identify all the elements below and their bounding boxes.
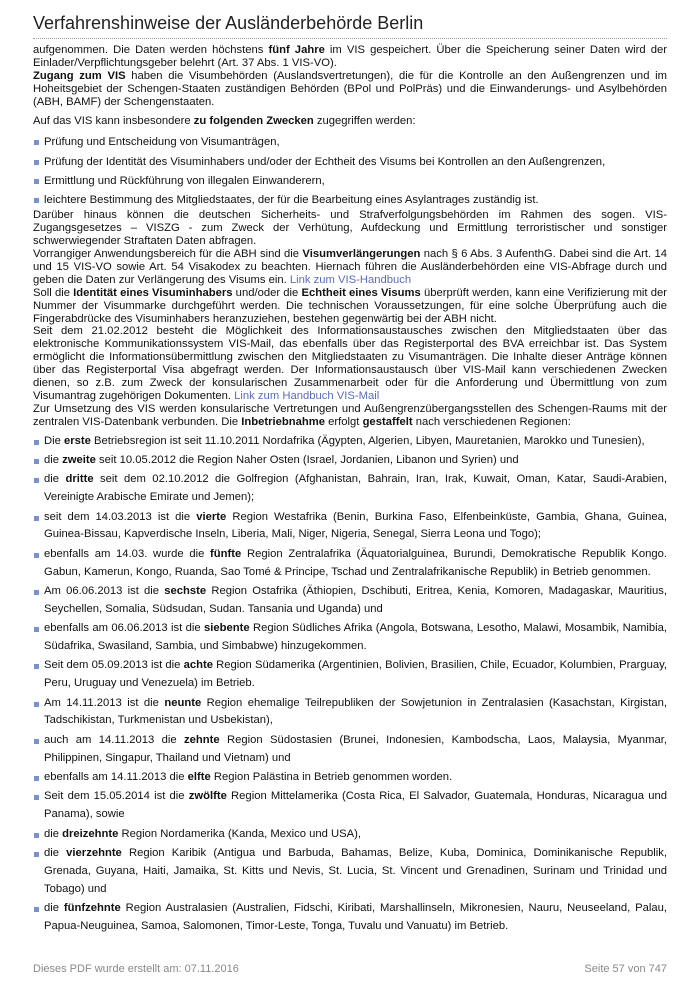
bullet-square-icon xyxy=(34,664,39,669)
bullet-square-icon xyxy=(34,907,39,912)
bullet-square-icon xyxy=(34,516,39,521)
list-item: Seit dem 05.09.2013 ist die achte Region Südamerika (Argentinien, Bolivien, Brasilien, Chile, Ecuador, Kolumbien, Prarguay, Peru, Uruguay und Venezuela) im Betrieb. xyxy=(33,657,667,693)
footer-page-number: Seite 57 von 747 xyxy=(584,963,667,975)
paragraph-visa-extension: Vorrangiger Anwendungsbereich für die ABH sind die Visumverlängerungen nach § 6 Abs. 3 AufenthG. Dabei sind die Art. 14 und 15 VIS-VO sowie Art. 54 Visakodex zu beachten. Hiernach führen die Ausländerbehörden eine VIS-Abfrage durch und geben die Daten zur Verlängerung des Visums ein. Link zum VIS-Handbuch xyxy=(33,247,667,286)
list-item: ebenfalls am 14.03. wurde die fünfte Region Zentralafrika (Äquatorialguinea, Burundi, Demokratische Republik Kongo. Gabun, Kamerun, Kongo, Ruanda, Sao Tomé & Principe, Tschad und Zentralafrikanische Republik) in Betrieb genommen. xyxy=(33,546,667,582)
bullet-square-icon xyxy=(34,440,39,445)
bullet-square-icon xyxy=(34,459,39,464)
bullet-square-icon xyxy=(34,833,39,838)
regions-list xyxy=(33,433,667,936)
list-item: Ermittlung und Rückführung von illegalen Einwanderern, xyxy=(33,174,667,188)
list-item: die dreizehnte Region Nordamerika (Kanda, Mexico und USA), xyxy=(33,826,667,844)
list-item: seit dem 14.03.2013 ist die vierte Region Westafrika (Benin, Burkina Faso, Elfenbeinküste, Gambia, Ghana, Guinea, Guinea-Bissau, Kapverdische Inseln, Liberia, Mali, Niger, Nigeria, Senegal, Sierra Leona und Togo); xyxy=(33,509,667,545)
vis-mail-handbook-link[interactable]: Link zum Handbuch VIS-Mail xyxy=(234,389,380,402)
bullet-square-icon xyxy=(34,478,39,483)
bullet-square-icon xyxy=(34,140,39,145)
page-title: Verfahrenshinweise der Ausländerbehörde Berlin xyxy=(33,13,424,33)
document-body xyxy=(33,44,667,937)
bullet-square-icon xyxy=(34,795,39,800)
list-item: die dritte seit dem 02.10.2012 die Golfregion (Afghanistan, Bahrain, Iran, Irak, Kuwait, Oman, Katar, Saudi-Arabien, Vereinigte Arabische Emirate und Jemen); xyxy=(33,471,667,507)
list-item: die zweite seit 10.05.2012 die Region Naher Osten (Israel, Jordanien, Libanon und Syrien) und xyxy=(33,452,667,470)
bullet-square-icon xyxy=(34,590,39,595)
list-item: Am 06.06.2013 ist die sechste Region Ostafrika (Äthiopien, Dschibuti, Eritrea, Kenia, Komoren, Madagaskar, Mauritius, Seychellen, Somalia, Südsudan, Sudan. Tansania und Uganda) und xyxy=(33,583,667,619)
paragraph-storage: aufgenommen. Die Daten werden höchstens fünf Jahre im VIS gespeichert. Über die Speicherung seiner Daten wird der Einlader/Verpflichtungsgeber belehrt (Art. 37 Abs. 1 VIS-VO). xyxy=(33,44,667,69)
list-item: leichtere Bestimmung des Mitgliedstaates, der für die Bearbeitung eines Asylantrages zuständig ist. xyxy=(33,193,667,207)
list-item: Prüfung und Entscheidung von Visumanträgen, xyxy=(33,135,667,149)
bullet-square-icon xyxy=(34,160,39,165)
bullet-square-icon xyxy=(34,739,39,744)
paragraph-access: Zugang zum VIS haben die Visumbehörden (Auslandsvertretungen), die für die Kontrolle an den Außengrenzen und im Hoheitsgebiet der Schengen-Staaten zuständigen Behörden (BPol und PolPräs) und die Einwanderungs- und Asylbehörden (ABH, BAMF) der Schengenstaaten. xyxy=(33,69,667,108)
header-divider xyxy=(33,38,667,39)
bullet-square-icon xyxy=(34,702,39,707)
bullet-square-icon xyxy=(34,776,39,781)
list-item: ebenfalls am 14.11.2013 die elfte Region Palästina in Betrieb genommen worden. xyxy=(33,769,667,787)
paragraph-identity-check: Soll die Identität eines Visuminhabers und/oder die Echtheit eines Visums überprüft werden, kann eine Verifizierung mit der Nummer der Visummarke durchgeführt werden. Die technischen Voraussetzungen, für eine solche Überprüfung auch die Fingerabdrücke des Visuminhabers heranzuziehen, bestehen gegenwärtig bei der ABH nicht. xyxy=(33,286,668,325)
purposes-list xyxy=(33,135,667,207)
list-item: die vierzehnte Region Karibik (Antigua und Barbuda, Bahamas, Belize, Kuba, Dominica, Dominikanische Republik, Grenada, Guyana, Haiti, Jamaika, St. Kitts und Nevis, St. Lucia, St. Vincent und Grenadinen, Surinam und Trinidad und Tobago) und xyxy=(33,845,667,898)
bullet-square-icon xyxy=(34,179,39,184)
list-item: Seit dem 15.05.2014 ist die zwölfte Region Mittelamerika (Costa Rica, El Salvador, Guatemala, Honduras, Nicaragua und Panama), sowie xyxy=(33,788,667,824)
paragraph-security-authorities: Darüber hinaus können die deutschen Sicherheits- und Strafverfolgungsbehörden im Rahmen des sogen. VIS-Zugangsgesetzes – VISZG - zum Zweck der Verhütung, Aufdeckung und Ermittlung terroristischer und sonstiger schwerwiegender Straftaten Daten abfragen. xyxy=(33,209,667,248)
bullet-square-icon xyxy=(34,852,39,857)
bullet-square-icon xyxy=(34,553,39,558)
paragraph-purposes-intro: Auf das VIS kann insbesondere zu folgenden Zwecken zugegriffen werden: xyxy=(33,114,416,127)
list-item: die fünfzehnte Region Australasien (Australien, Fidschi, Kiribati, Marshallinseln, Mikronesien, Nauru, Neuseeland, Palau, Papua-Neuguinea, Samoa, Salomonen, Timor-Leste, Tonga, Tuvalu und Vanuatu) im Betrieb. xyxy=(33,900,667,936)
page-footer xyxy=(33,963,667,975)
list-item: auch am 14.11.2013 die zehnte Region Südostasien (Brunei, Indonesien, Kambodscha, Laos, Malaysia, Myanmar, Philippinen, Singapur, Thailand und Vietnam) und xyxy=(33,732,667,768)
bullet-square-icon xyxy=(34,198,39,203)
list-item: Die erste Betriebsregion ist seit 11.10.2011 Nordafrika (Ägypten, Algerien, Libyen, Mauretanien, Marokko und Tunesien), xyxy=(33,433,667,451)
paragraph-vis-mail: Seit dem 21.02.2012 besteht die Möglichkeit des Informationsaustausches zwischen den Mitgliedstaaten über das elektronische Kommunikationssystem VIS-Mail, das ebenfalls über das Registerportal des BVA erreichbar ist. Das System ermöglicht die Informationsübermittlung zwischen den Mitgliedstaaten zu Visumanträgen. Die Inhalte dieser Anträge können über das Registerportal Visa abgefragt werden. Der Informationsaustausch über VIS-Mail kann verschiedenen Zwecken dienen, so z.B. zum Zweck der konsularischen Zusammenarbeit oder für die Anforderung und Übermittlung von zum Visumantrag zugehörigen Dokumenten. Link zum Handbuch VIS-Mail xyxy=(33,325,667,402)
vis-handbook-link[interactable]: Link zum VIS-Handbuch xyxy=(289,273,412,286)
page-header xyxy=(33,12,667,39)
bullet-square-icon xyxy=(34,627,39,632)
paragraph-rollout: Zur Umsetzung des VIS werden konsularische Vertretungen und Außengrenzübergangsstellen des Schengen-Raums mit der zentralen VIS-Datenbank verbunden. Die Inbetriebnahme erfolgt gestaffelt nach verschiedenen Regionen: xyxy=(33,402,667,428)
list-item: ebenfalls am 06.06.2013 ist die siebente Region Südliches Afrika (Angola, Botswana, Lesotho, Malawi, Mosambik, Namibia, Südafrika, Swasiland, Sambia, und Simbabwe) hinzugekommen. xyxy=(33,620,667,656)
list-item: Prüfung der Identität des Visuminhabers und/oder der Echtheit des Visums bei Kontrollen an den Außengrenzen, xyxy=(33,155,667,169)
list-item: Am 14.11.2013 ist die neunte Region ehemalige Teilrepubliken der Sowjetunion in Zentralasien (Kasachstan, Kirgistan, Tadschikistan, Turkmenistan und Usbekistan), xyxy=(33,695,667,731)
footer-created-date: Dieses PDF wurde erstellt am: 07.11.2016 xyxy=(33,963,239,975)
